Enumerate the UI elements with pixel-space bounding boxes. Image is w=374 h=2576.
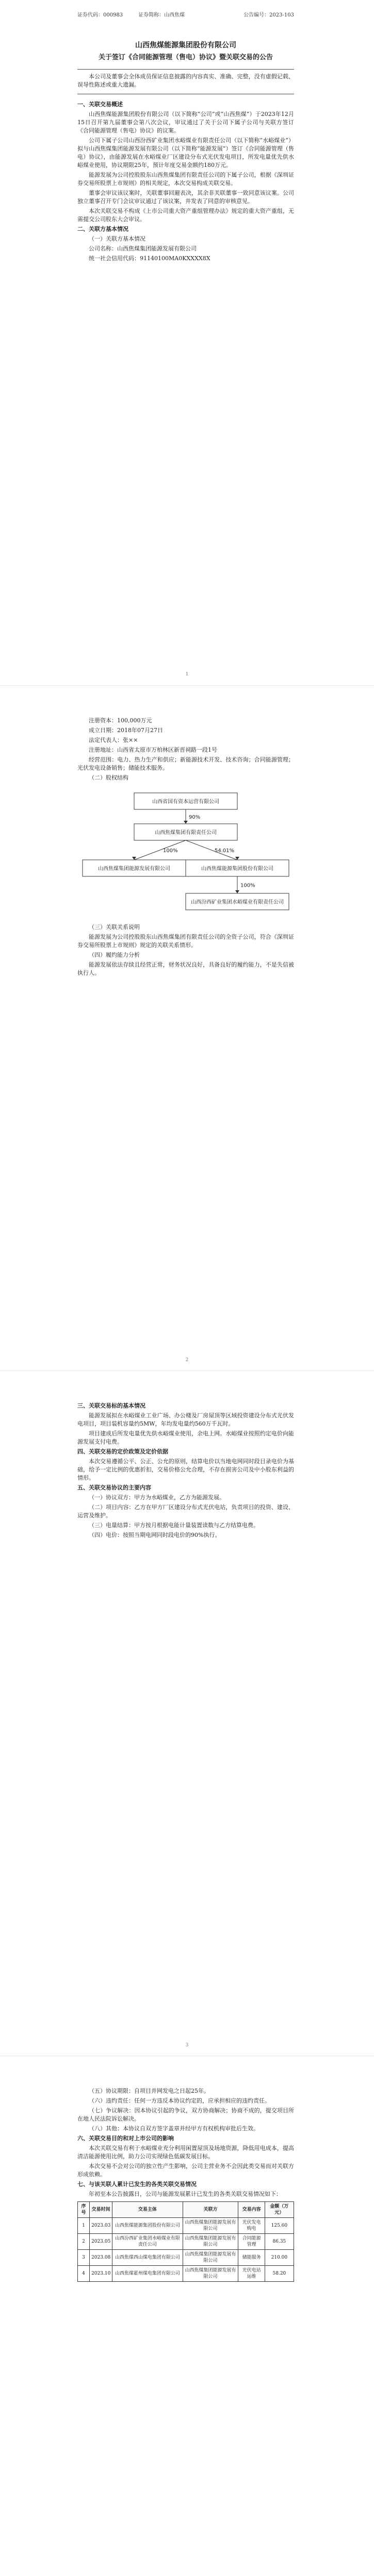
edge-label: 100% xyxy=(163,848,178,854)
page-4 xyxy=(0,2056,374,2576)
page-2 xyxy=(0,685,374,1371)
table-row xyxy=(78,2218,294,2234)
related-transactions-table xyxy=(77,2201,294,2282)
paragraph: （一）协议双方：甲方为水峪煤业，乙方为能源发展。 xyxy=(89,1494,225,1501)
announcement-number: 公告编号：2023-103 xyxy=(243,12,294,18)
diagram-node-label: 山西汾西矿业集团水峪煤业有限责任公司 xyxy=(191,900,284,905)
table-cell: 3 xyxy=(78,2250,90,2266)
table-cell: 1 xyxy=(78,2218,90,2234)
paragraph: 山西焦煤能源集团股份有限公司（以下简称“公司”或“山西焦煤”）于2023年12月15日召开第九届董事会第八次会议，审议通过了关于公司下属子公司与关联方签订《合同能源管理（售电）协议》的议案。 xyxy=(77,111,294,134)
table-row xyxy=(78,2266,294,2282)
page-number: 1 xyxy=(185,672,189,677)
page-1 xyxy=(0,0,374,685)
table-cell: 2023.03 xyxy=(90,2218,112,2234)
table-header-cell: 交易时间 xyxy=(90,2202,112,2218)
table-cell: 2 xyxy=(78,2234,90,2250)
table-cell: 山西焦煤霍州煤电集团有限公司 xyxy=(112,2266,183,2282)
paragraph: 本次交易遵循公平、公正、公允的原则，结算电价以当地电网同时段目录电价为基础，给予一定比例的优惠折扣，交易价格公允合理，不存在损害公司及中小股东利益的情形。 xyxy=(77,1458,294,1481)
announcement-header xyxy=(77,10,294,18)
section-3-heading: 三、关联交易标的基本情况 xyxy=(77,1402,145,1409)
table-header-cell: 序号 xyxy=(78,2202,90,2218)
paragraph: 年初至本公告披露日，公司与能源发展累计已发生的各类关联交易情况如下： xyxy=(89,2191,282,2197)
kv-item: 成立日期：2018年07月27日 xyxy=(89,727,163,734)
paragraph: （四）电价：按照当期电网同时段电价的90%执行。 xyxy=(89,1532,221,1538)
paragraph: 能源发展为公司控股股东山西焦煤集团有限责任公司的全资子公司，符合《深圳证券交易所股票上市规则》规定的关联关系情形。 xyxy=(77,934,294,948)
paragraph: 项目建成后所发电量优先供水峪煤业使用，余电上网。水峪煤业按照约定电价向能源发展支付电费。 xyxy=(77,1430,294,1445)
edge-label: 100% xyxy=(240,883,255,889)
table-cell: 2023.10 xyxy=(90,2266,112,2282)
kv-item: 统一社会信用代码：91140100MA0KXXXX8X xyxy=(89,255,210,262)
table-header-cell: 关联方 xyxy=(183,2202,238,2218)
section-7-heading: 七、与该关联人累计已发生的各类关联交易情况 xyxy=(77,2181,197,2188)
stock-short-name: 证券简称：山西焦煤 xyxy=(138,12,185,18)
paragraph: （二）项目内容：乙方在甲方厂区建设分布式光伏电站，负责项目的投资、建设、运营及维护。 xyxy=(77,1504,294,1519)
table-cell: 210.00 xyxy=(265,2250,294,2266)
diagram-node-label: 山西省国有资本运营有限公司 xyxy=(152,799,219,805)
table-row xyxy=(78,2250,294,2266)
table-cell: 58.20 xyxy=(265,2266,294,2282)
diagram-node-label: 山西焦煤能源集团股份有限公司 xyxy=(201,866,273,872)
paragraph: 能源发展为公司控股股东山西焦煤集团有限责任公司的下属子公司，根据《深圳证券交易所股票上市规则》的相关规定，本次交易构成关联交易。 xyxy=(77,172,294,187)
edge-label: 90% xyxy=(189,815,201,820)
paragraph: 本次关联交易不构成《上市公司重大资产重组管理办法》规定的重大资产重组，无需提交公司股东大会审议。 xyxy=(77,208,294,223)
kv-item: 公司名称：山西焦煤集团能源发展有限公司 xyxy=(89,245,197,252)
table-cell: 2023.08 xyxy=(90,2250,112,2266)
table-header-cell: 交易内容 xyxy=(238,2202,265,2218)
paragraph: 公司下属子公司山西汾西矿业集团水峪煤业有限责任公司（以下简称“水峪煤业”）拟与山西焦煤集团能源发展有限公司（以下简称“能源发展”）签订《合同能源管理（售电）协议》，由能源发展在水峪煤业厂区建设分布式光伏发电项目，所发电量优先供水峪煤业使用，协议期限25年，预计年度交易金额约180万元。 xyxy=(77,137,294,168)
table-cell: 山西焦煤集团能源发展有限公司 xyxy=(183,2234,238,2250)
table-cell: 4 xyxy=(78,2266,90,2282)
paragraph: （六）违约责任：任何一方违反本协议约定的，应承担相应的违约责任。 xyxy=(89,2097,270,2104)
page-number: 3 xyxy=(185,2043,189,2048)
table-cell: 2023.05 xyxy=(90,2234,112,2250)
equity-structure-diagram xyxy=(77,788,294,917)
section-1-heading: 一、关联交易概述 xyxy=(77,101,123,108)
kv-item: 法定代表人：张×× xyxy=(89,737,138,743)
table-cell: 储能服务 xyxy=(238,2250,265,2266)
kv-item: 经营范围：电力、热力生产和供应；新能源技术开发、技术咨询；合同能源管理；光伏发电设备销售；储能技术服务。 xyxy=(77,756,294,771)
kv-item: 注册地址：山西省太原市万柏林区新晋祠路一段1号 xyxy=(89,747,217,753)
table-cell: 86.35 xyxy=(265,2234,294,2250)
table-header-cell: 交易主体 xyxy=(112,2202,183,2218)
table-cell: 125.60 xyxy=(265,2218,294,2234)
section-6-heading: 六、关联交易目的和对上市公司的影响 xyxy=(77,2135,174,2142)
paragraph: 董事会审议该议案时，关联董事回避表决，其余非关联董事一致同意该议案。公司独立董事召开专门会议审议通过了该议案，并发表了同意的审核意见。 xyxy=(77,190,294,205)
paragraph: 本次交易不会对公司的独立性产生影响，公司主营业务不会因此类交易而对关联方形成依赖。 xyxy=(77,2163,294,2178)
table-cell: 合同能源管理 xyxy=(238,2234,265,2250)
subheading: （二）股权结构 xyxy=(89,774,128,781)
announcement-title: 关于签订《合同能源管理（售电）协议》暨关联交易的公告 xyxy=(98,54,273,61)
page-number: 2 xyxy=(185,1358,189,1363)
table-cell: 光伏电站运维 xyxy=(238,2266,265,2282)
section-4-heading: 四、关联交易的定价政策及定价依据 xyxy=(77,1448,168,1455)
paragraph: （五）协议期限：自项目并网发电之日起25年。 xyxy=(89,2088,209,2094)
paragraph: （三）电量结算：甲方按月根据电能计量装置读数与乙方结算电费。 xyxy=(89,1522,259,1529)
paragraph: 能源发展依法存续且经营正常，财务状况良好，具备良好的履约能力，不是失信被执行人。 xyxy=(77,961,294,976)
page-3 xyxy=(0,1370,374,2056)
paragraph: 本次关联交易有利于水峪煤业充分利用闲置屋顶及场地资源，降低用电成本，提高清洁能源使用比例，助力公司实现绿色低碳发展目标。 xyxy=(77,2145,294,2160)
edge-label: 54.01% xyxy=(215,848,235,854)
table-row xyxy=(78,2234,294,2250)
stock-code: 证券代码：000983 xyxy=(77,12,123,18)
arrow-head-icon xyxy=(184,821,188,824)
subheading: （三）关联关系说明 xyxy=(89,924,140,930)
disclaimer-notice: 本公司及董事会全体成员保证信息披露的内容真实、准确、完整，没有虚假记载、误导性陈述或重大遗漏。 xyxy=(77,69,294,94)
company-title: 山西焦煤能源集团股份有限公司 xyxy=(135,41,236,49)
table-cell: 光伏发电购电 xyxy=(238,2218,265,2234)
paragraph: （七）争议解决：因本协议引起的争议，双方协商解决；协商不成的，提交项目所在地人民法院诉讼解决。 xyxy=(77,2107,294,2122)
subheading: （四）履约能力分析 xyxy=(89,952,140,958)
table-cell: 山西焦煤西山煤电集团有限公司 xyxy=(112,2250,183,2266)
diagram-node-label: 山西焦煤集团有限责任公司 xyxy=(155,830,217,836)
section-5-heading: 五、关联交易协议的主要内容 xyxy=(77,1484,151,1491)
subheading: （一）关联方基本情况 xyxy=(89,235,145,242)
table-cell: 山西焦煤集团能源发展有限公司 xyxy=(183,2266,238,2282)
diagram-node-label: 山西焦煤集团能源发展有限公司 xyxy=(98,866,170,872)
diagram-edge xyxy=(134,840,186,860)
kv-item: 注册资本：100,000万元 xyxy=(89,717,152,724)
paragraph: （八）其他：本协议自双方签字盖章并经甲方有权机构审批后生效。 xyxy=(89,2125,259,2132)
table-cell: 山西焦煤集团能源发展有限公司 xyxy=(183,2250,238,2266)
arrow-head-icon xyxy=(235,890,239,893)
table-cell: 山西焦煤集团能源发展有限公司 xyxy=(183,2218,238,2234)
table-cell: 山西汾西矿业集团水峪煤业有限责任公司 xyxy=(112,2234,183,2250)
paragraph: 能源发展拟在水峪煤业工业广场、办公楼及厂房屋顶等区域投资建设分布式光伏发电项目，项目装机容量约5MW，年均发电量约560万千瓦时。 xyxy=(77,1412,294,1427)
section-2-heading: 二、关联方基本情况 xyxy=(77,226,128,232)
table-cell: 山西焦煤能源集团股份有限公司 xyxy=(112,2218,183,2234)
table-header-cell: 金额（万元） xyxy=(265,2202,294,2218)
